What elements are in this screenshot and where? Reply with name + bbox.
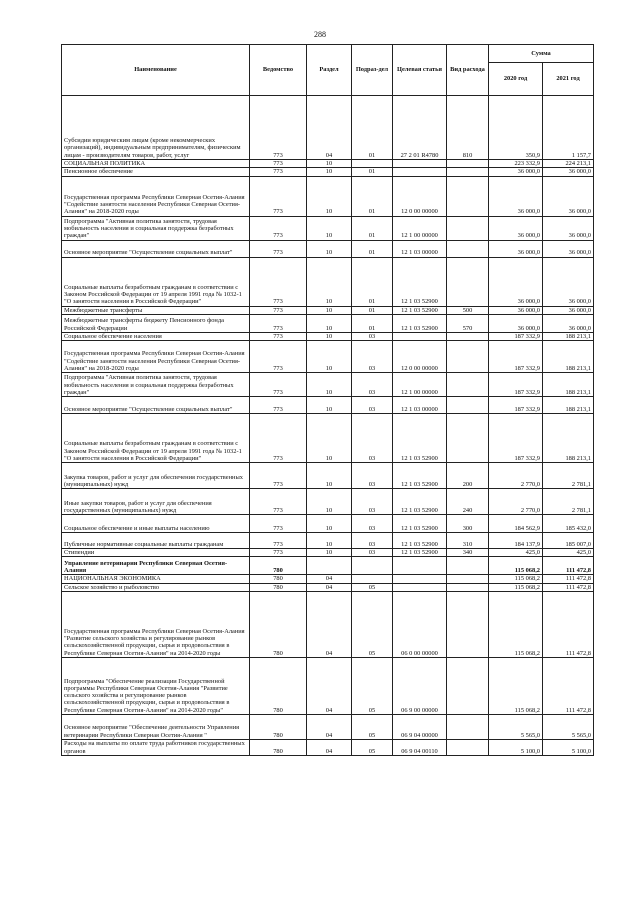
cell-sub: 05 (352, 658, 393, 715)
table-row (62, 592, 594, 658)
cell-name: Социальные выплаты безработным гражданам в соответствии с Законом Российской Федерации от 19 апреля 1991 года № 1032-1 "О занятости населения в Российской Федерации" (62, 414, 250, 463)
cell-sub: 03 (352, 515, 393, 533)
cell-exp (447, 257, 489, 306)
cell-y2021: 185 007,0 (543, 533, 594, 549)
cell-y2020: 187 332,9 (489, 341, 543, 373)
cell-sec: 10 (307, 414, 352, 463)
cell-y2020: 115 068,2 (489, 592, 543, 658)
cell-target: 12 1 03 52900 (393, 489, 447, 515)
cell-y2020: 115 068,2 (489, 583, 543, 591)
cell-sec: 10 (307, 463, 352, 489)
cell-y2021: 111 472,8 (543, 583, 594, 591)
cell-y2021: 5 100,0 (543, 740, 594, 756)
cell-sec: 10 (307, 168, 352, 176)
cell-target: 12 1 00 00000 (393, 216, 447, 240)
cell-y2020: 115 068,2 (489, 658, 543, 715)
table-row (62, 160, 594, 168)
cell-name: Социальные выплаты безработным гражданам в соответствии с Законом Российской Федерации от 19 апреля 1991 года № 1032-1 "О занятости населения в Российской Федерации" (62, 257, 250, 306)
cell-y2021: 5 565,0 (543, 715, 594, 740)
cell-sub: 03 (352, 397, 393, 414)
cell-sec: 10 (307, 515, 352, 533)
cell-y2020: 187 332,9 (489, 332, 543, 340)
cell-sec: 10 (307, 176, 352, 216)
table-row (62, 515, 594, 533)
table-row (62, 257, 594, 306)
cell-exp (447, 160, 489, 168)
cell-sec: 10 (307, 306, 352, 314)
cell-sub: 03 (352, 489, 393, 515)
cell-sub: 05 (352, 592, 393, 658)
cell-sec: 04 (307, 715, 352, 740)
cell-target: 12 1 03 52900 (393, 549, 447, 557)
cell-dept: 780 (250, 583, 307, 591)
cell-y2021: 1 157,7 (543, 96, 594, 160)
cell-sec: 10 (307, 533, 352, 549)
cell-y2020: 2 770,0 (489, 489, 543, 515)
cell-y2020: 36 000,0 (489, 216, 543, 240)
cell-name: Подпрограмма "Обеспечение реализации Государственной программы Республики Северная Осетия-Алания "Развитие сельского хозяйства и регулирование рынков сельскохозяйственной продукции, сырья и продовольствия в Республике Северная Осетия-Алания" на 2014-2020 годы" (62, 658, 250, 715)
cell-target: 12 1 03 52900 (393, 257, 447, 306)
cell-sub: 01 (352, 314, 393, 332)
cell-exp (447, 332, 489, 340)
budget-table (61, 44, 594, 756)
cell-sec: 04 (307, 740, 352, 756)
cell-y2021: 36 000,0 (543, 216, 594, 240)
cell-dept: 780 (250, 592, 307, 658)
cell-exp: 340 (447, 549, 489, 557)
cell-dept: 773 (250, 533, 307, 549)
cell-dept: 773 (250, 314, 307, 332)
cell-target: 06 9 00 00000 (393, 658, 447, 715)
cell-sub: 01 (352, 216, 393, 240)
cell-name: Основное мероприятие "Обеспечение деятельности Управления ветеринарии Республики Северная Осетия-Алания " (62, 715, 250, 740)
cell-exp (447, 715, 489, 740)
table-row (62, 314, 594, 332)
cell-dept: 773 (250, 240, 307, 257)
header-2020: 2020 год (489, 63, 543, 96)
cell-exp: 310 (447, 533, 489, 549)
cell-name: Межбюджетные трансферты (62, 306, 250, 314)
cell-dept: 773 (250, 176, 307, 216)
cell-sub (352, 557, 393, 575)
cell-dept: 780 (250, 557, 307, 575)
cell-target: 06 0 00 00000 (393, 592, 447, 658)
cell-target (393, 160, 447, 168)
table-row (62, 414, 594, 463)
cell-name: Подпрограмма "Активная политика занятости, трудовая мобильность населения и социальная поддержка безработных граждан" (62, 216, 250, 240)
cell-y2021: 36 000,0 (543, 257, 594, 306)
table-row (62, 341, 594, 373)
cell-y2020: 115 068,2 (489, 575, 543, 583)
cell-dept: 773 (250, 515, 307, 533)
cell-target (393, 575, 447, 583)
table-row (62, 489, 594, 515)
cell-dept: 780 (250, 658, 307, 715)
cell-y2021: 2 781,1 (543, 463, 594, 489)
cell-name: Межбюджетные трансферты бюджету Пенсионного фонда Российской Федерации (62, 314, 250, 332)
cell-dept: 773 (250, 96, 307, 160)
cell-name: Публичные нормативные социальные выплаты гражданам (62, 533, 250, 549)
cell-exp (447, 176, 489, 216)
cell-y2020: 36 000,0 (489, 306, 543, 314)
cell-target: 12 1 03 00000 (393, 397, 447, 414)
cell-target: 12 1 03 52900 (393, 533, 447, 549)
cell-dept: 773 (250, 414, 307, 463)
header-sum: Сумма (489, 45, 594, 63)
cell-sec: 10 (307, 397, 352, 414)
cell-y2020: 36 000,0 (489, 176, 543, 216)
cell-exp (447, 658, 489, 715)
cell-sub: 01 (352, 96, 393, 160)
cell-target: 12 1 00 00000 (393, 373, 447, 397)
cell-y2020: 5 100,0 (489, 740, 543, 756)
cell-y2021: 36 000,0 (543, 240, 594, 257)
cell-y2021: 36 000,0 (543, 306, 594, 314)
cell-dept: 780 (250, 740, 307, 756)
cell-y2020: 350,9 (489, 96, 543, 160)
cell-sub: 01 (352, 257, 393, 306)
cell-y2021: 185 432,0 (543, 515, 594, 533)
cell-sub: 01 (352, 176, 393, 216)
cell-y2020: 5 565,0 (489, 715, 543, 740)
cell-name: Основное мероприятие "Осуществление социальных выплат" (62, 240, 250, 257)
cell-sec: 10 (307, 216, 352, 240)
cell-y2021: 188 213,1 (543, 341, 594, 373)
cell-exp (447, 397, 489, 414)
cell-target (393, 557, 447, 575)
cell-y2020: 2 770,0 (489, 463, 543, 489)
cell-target: 12 0 00 00000 (393, 176, 447, 216)
cell-dept: 773 (250, 168, 307, 176)
cell-exp (447, 583, 489, 591)
cell-y2021: 188 213,1 (543, 397, 594, 414)
cell-name: Государственная программа Республики Северная Осетия-Алания "Содействие занятости населения Республики Северная Осетия-Алания" на 2018-2020 годы (62, 176, 250, 216)
table-row (62, 216, 594, 240)
header-2021: 2021 год (543, 63, 594, 96)
cell-sub: 03 (352, 463, 393, 489)
cell-name: Расходы на выплаты по оплате труда работников государственных органов (62, 740, 250, 756)
cell-target: 12 1 03 52900 (393, 515, 447, 533)
cell-target (393, 583, 447, 591)
cell-exp (447, 168, 489, 176)
table-row (62, 463, 594, 489)
cell-dept: 773 (250, 463, 307, 489)
cell-exp: 810 (447, 96, 489, 160)
cell-exp (447, 740, 489, 756)
cell-dept: 773 (250, 489, 307, 515)
table-row (62, 168, 594, 176)
cell-dept: 773 (250, 397, 307, 414)
cell-sec: 04 (307, 592, 352, 658)
cell-exp (447, 575, 489, 583)
cell-y2020: 184 562,9 (489, 515, 543, 533)
table-header (62, 45, 594, 96)
cell-sub: 03 (352, 414, 393, 463)
header-section: Раздел (307, 45, 352, 96)
cell-exp: 500 (447, 306, 489, 314)
cell-y2021: 36 000,0 (543, 176, 594, 216)
cell-y2021: 36 000,0 (543, 168, 594, 176)
cell-name: Закупка товаров, работ и услуг для обеспечения государственных (муниципальных) нужд (62, 463, 250, 489)
cell-y2020: 425,0 (489, 549, 543, 557)
table-body (62, 96, 594, 756)
table-row (62, 557, 594, 575)
cell-y2020: 36 000,0 (489, 240, 543, 257)
cell-sec: 10 (307, 314, 352, 332)
table-row (62, 332, 594, 340)
cell-exp (447, 414, 489, 463)
cell-y2021: 188 213,1 (543, 373, 594, 397)
table-row (62, 575, 594, 583)
cell-sub: 05 (352, 715, 393, 740)
cell-y2020: 187 332,9 (489, 373, 543, 397)
cell-exp (447, 557, 489, 575)
cell-sub (352, 160, 393, 168)
table-row (62, 549, 594, 557)
cell-y2020: 36 000,0 (489, 314, 543, 332)
cell-name: Основное мероприятие "Осуществление социальных выплат" (62, 397, 250, 414)
cell-exp (447, 592, 489, 658)
cell-y2021: 111 472,8 (543, 575, 594, 583)
cell-sec: 04 (307, 96, 352, 160)
page-number: 288 (314, 30, 326, 39)
cell-dept: 773 (250, 341, 307, 373)
cell-exp (447, 216, 489, 240)
cell-y2020: 223 332,9 (489, 160, 543, 168)
cell-target: 06 9 04 00000 (393, 715, 447, 740)
table-row (62, 240, 594, 257)
header-expense: Вид расхода (447, 45, 489, 96)
cell-dept: 780 (250, 715, 307, 740)
cell-y2021: 425,0 (543, 549, 594, 557)
cell-name: Подпрограмма "Активная политика занятости, трудовая мобильность населения и социальная поддержка безработных граждан" (62, 373, 250, 397)
cell-y2021: 188 213,1 (543, 332, 594, 340)
cell-name: Государственная программа Республики Северная Осетия-Алания "Содействие занятости населения Республики Северная Осетия-Алания" на 2018-2020 годы (62, 341, 250, 373)
cell-sec: 04 (307, 575, 352, 583)
cell-target (393, 168, 447, 176)
cell-sec: 10 (307, 341, 352, 373)
cell-y2021: 111 472,8 (543, 557, 594, 575)
table-row (62, 533, 594, 549)
cell-sec: 04 (307, 583, 352, 591)
cell-y2021: 111 472,8 (543, 658, 594, 715)
cell-target: 12 1 03 52900 (393, 414, 447, 463)
cell-sec: 10 (307, 332, 352, 340)
table-row (62, 306, 594, 314)
cell-y2020: 115 068,2 (489, 557, 543, 575)
cell-target: 12 1 03 52900 (393, 463, 447, 489)
cell-sec: 10 (307, 257, 352, 306)
cell-exp: 240 (447, 489, 489, 515)
cell-name: Субсидии юридическим лицам (кроме некоммерческих организаций), индивидуальным предпринимателям, физическим лицам - производителям товаров, работ, услуг (62, 96, 250, 160)
cell-sub: 01 (352, 168, 393, 176)
cell-sec: 10 (307, 489, 352, 515)
header-dept: Ведомство (250, 45, 307, 96)
cell-sub (352, 575, 393, 583)
header-name: Наименование (62, 45, 250, 96)
table-row (62, 373, 594, 397)
cell-target: 27 2 01 R4780 (393, 96, 447, 160)
cell-dept: 773 (250, 373, 307, 397)
cell-sub: 03 (352, 549, 393, 557)
cell-y2021: 2 781,1 (543, 489, 594, 515)
cell-y2020: 36 000,0 (489, 257, 543, 306)
cell-exp (447, 240, 489, 257)
cell-sub: 01 (352, 306, 393, 314)
cell-sec: 10 (307, 549, 352, 557)
cell-dept: 773 (250, 216, 307, 240)
cell-exp: 300 (447, 515, 489, 533)
cell-y2021: 188 213,1 (543, 414, 594, 463)
cell-sub: 03 (352, 373, 393, 397)
cell-name: Иные закупки товаров, работ и услуг для обеспечения государственных (муниципальных) нужд (62, 489, 250, 515)
cell-target: 12 1 03 00000 (393, 240, 447, 257)
table-row (62, 176, 594, 216)
cell-name: Управление ветеринарии Республики Северная Осетия-Алания (62, 557, 250, 575)
cell-dept: 773 (250, 306, 307, 314)
cell-exp (447, 341, 489, 373)
cell-name: НАЦИОНАЛЬНАЯ ЭКОНОМИКА (62, 575, 250, 583)
cell-sub: 01 (352, 240, 393, 257)
cell-name: Социальное обеспечение и иные выплаты населению (62, 515, 250, 533)
cell-sec: 04 (307, 658, 352, 715)
cell-name: Пенсионное обеспечение (62, 168, 250, 176)
cell-sub: 03 (352, 341, 393, 373)
cell-y2020: 36 000,0 (489, 168, 543, 176)
cell-target: 12 1 03 52900 (393, 306, 447, 314)
cell-sub: 05 (352, 583, 393, 591)
cell-sub: 05 (352, 740, 393, 756)
cell-sec (307, 557, 352, 575)
header-target: Целевая статья (393, 45, 447, 96)
cell-exp (447, 373, 489, 397)
table-row (62, 715, 594, 740)
cell-name: Стипендии (62, 549, 250, 557)
cell-exp: 200 (447, 463, 489, 489)
cell-y2021: 224 213,1 (543, 160, 594, 168)
cell-y2021: 111 472,8 (543, 592, 594, 658)
table-row (62, 583, 594, 591)
cell-exp: 570 (447, 314, 489, 332)
cell-name: Социальное обеспечение населения (62, 332, 250, 340)
cell-y2020: 184 137,9 (489, 533, 543, 549)
cell-target: 06 9 04 00110 (393, 740, 447, 756)
cell-dept: 773 (250, 332, 307, 340)
cell-dept: 773 (250, 549, 307, 557)
cell-y2021: 36 000,0 (543, 314, 594, 332)
cell-target: 12 1 03 52900 (393, 314, 447, 332)
cell-dept: 773 (250, 257, 307, 306)
cell-target (393, 332, 447, 340)
table-row (62, 658, 594, 715)
table-row (62, 740, 594, 756)
cell-dept: 780 (250, 575, 307, 583)
cell-name: СОЦИАЛЬНАЯ ПОЛИТИКА (62, 160, 250, 168)
cell-dept: 773 (250, 160, 307, 168)
table-row (62, 96, 594, 160)
cell-sub: 03 (352, 332, 393, 340)
cell-y2020: 187 332,9 (489, 397, 543, 414)
cell-sec: 10 (307, 373, 352, 397)
cell-y2020: 187 332,9 (489, 414, 543, 463)
cell-name: Сельское хозяйство и рыболовство (62, 583, 250, 591)
cell-target: 12 0 00 00000 (393, 341, 447, 373)
cell-sec: 10 (307, 160, 352, 168)
cell-sub: 03 (352, 533, 393, 549)
cell-sec: 10 (307, 240, 352, 257)
table-row (62, 397, 594, 414)
cell-name: Государственная программа Республики Северная Осетия-Алания "Развитие сельского хозяйства и регулирование рынков сельскохозяйственной продукции, сырья и продовольствия в Республике Северная Осетия-Алания" на 2014-2020 годы (62, 592, 250, 658)
header-subsection: Подраз-дел (352, 45, 393, 96)
